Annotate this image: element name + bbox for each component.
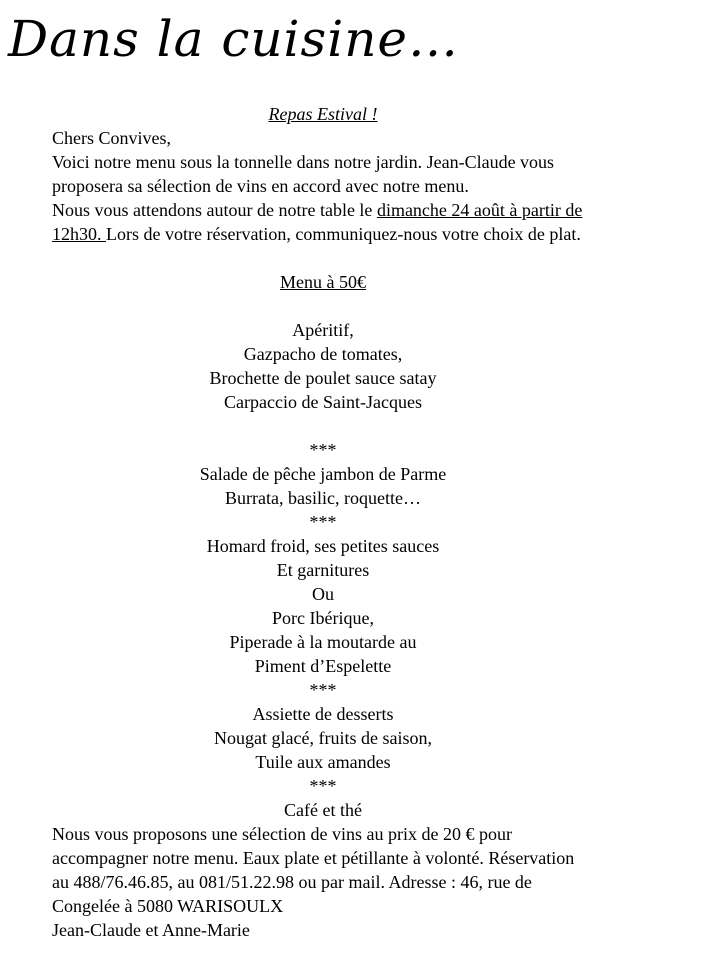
event-date: dimanche 24 août à partir de [376, 200, 583, 220]
document-body [52, 102, 692, 942]
menu-item: Burrata, basilic, roquette… [225, 488, 421, 508]
menu-item: Apéritif, [292, 320, 354, 340]
menu-separator: *** [309, 440, 337, 460]
menu-separator: *** [309, 776, 337, 796]
menu-item: Café et thé [284, 800, 362, 820]
menu-item: Piment d’Espelette [254, 656, 392, 676]
footer-line-1: Nous vous proposons une sélection de vins au prix de 20 € pour [52, 824, 512, 844]
menu-item: Ou [312, 584, 334, 604]
menu-item: Piperade à la moutarde au [229, 632, 417, 652]
subtitle-text: Repas Estival ! [268, 104, 378, 124]
intro-line-2: proposera sa sélection de vins en accord avec notre menu. [52, 176, 469, 196]
menu-separator: *** [309, 512, 337, 532]
page-title: Dans la cuisine… [8, 10, 459, 68]
menu-item: Et garnitures [276, 560, 370, 580]
menu-item: Homard froid, ses petites sauces [206, 536, 440, 556]
footer-line-4: Congelée à 5080 WARISOULX [52, 896, 284, 916]
menu-heading [52, 270, 594, 294]
menu-item: Nougat glacé, fruits de saison, [214, 728, 432, 748]
intro-line-1: Voici notre menu sous la tonnelle dans notre jardin. Jean-Claude vous [52, 152, 555, 172]
signature: Jean-Claude et Anne-Marie [52, 920, 250, 940]
intro-line-3 [52, 198, 692, 222]
footer-line-2: accompagner notre menu. Eaux plate et pétillante à volonté. Réservation [52, 848, 575, 868]
menu-item: Gazpacho de tomates, [243, 344, 403, 364]
menu-separator: *** [309, 680, 337, 700]
menu-item [52, 414, 594, 438]
intro-line-4-text: Lors de votre réservation, communiquez-nous votre choix de plat. [106, 224, 581, 244]
menu-item: Assiette de desserts [252, 704, 394, 724]
menu-item: Porc Ibérique, [272, 608, 374, 628]
menu-item: Tuile aux amandes [255, 752, 391, 772]
subtitle [52, 102, 594, 126]
menu-item: Salade de pêche jambon de Parme [199, 464, 447, 484]
menu-heading-text: Menu à 50€ [280, 272, 366, 292]
footer-line-3: au 488/76.46.85, au 081/51.22.98 ou par mail. Adresse : 46, rue de [52, 872, 532, 892]
event-time: 12h30. [52, 224, 106, 244]
intro-line-4 [52, 222, 692, 246]
menu-list [52, 318, 692, 822]
intro-line-3-text: Nous vous attendons autour de notre table le [52, 200, 377, 220]
greeting: Chers Convives, [52, 128, 171, 148]
menu-item: Brochette de poulet sauce satay [209, 368, 437, 388]
menu-item: Carpaccio de Saint-Jacques [224, 392, 422, 412]
